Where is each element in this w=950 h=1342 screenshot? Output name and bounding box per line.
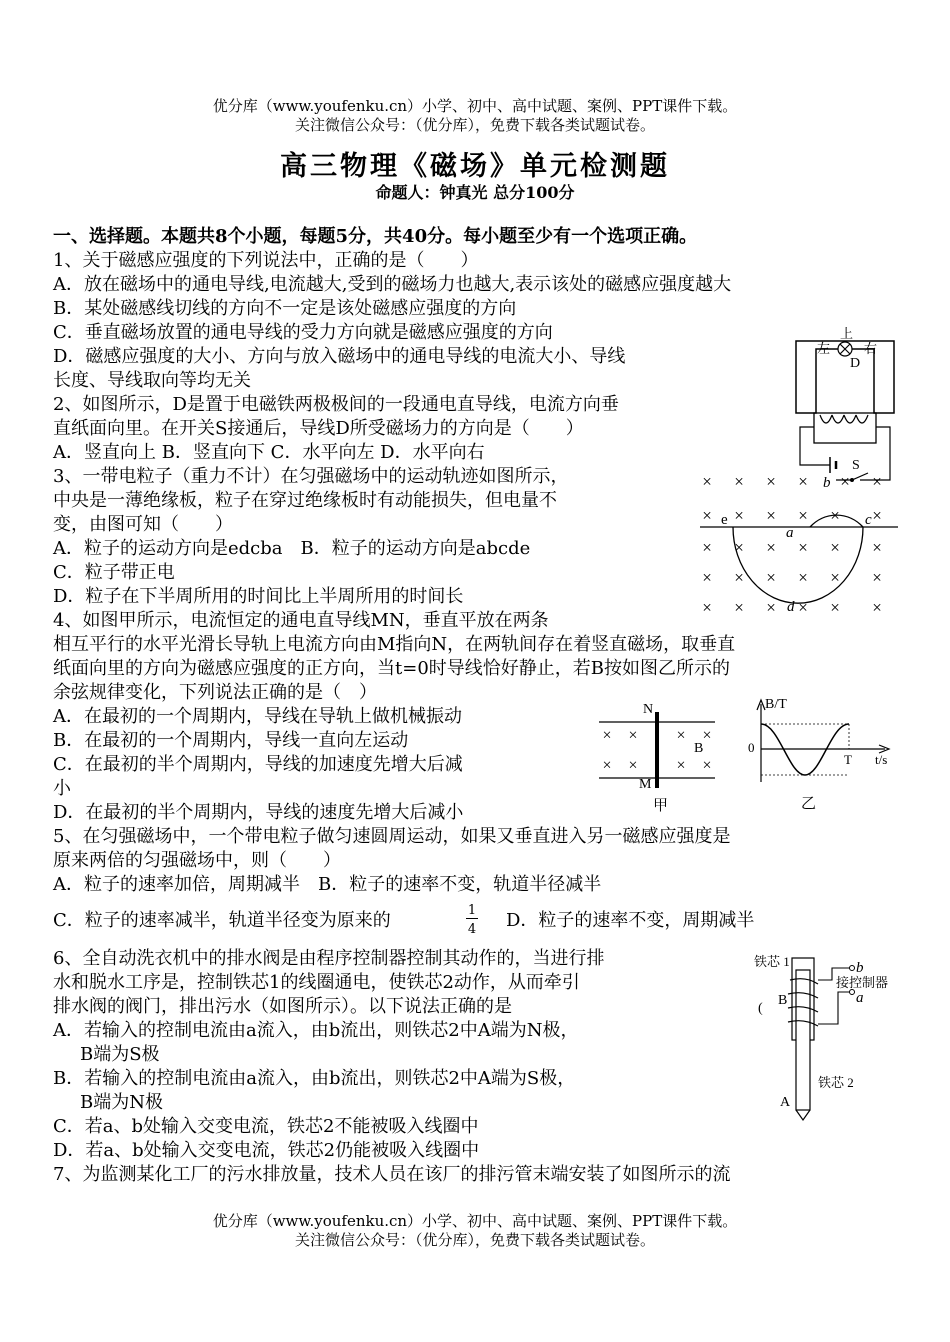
q6-label-core2: 铁芯 2 — [818, 1075, 854, 1090]
q4-stem-cont: 相互平行的水平光滑长导轨上电流方向由M指向N，在两轨间存在着竖直磁场，取垂直 — [53, 634, 736, 655]
figure-q3-trajectory — [695, 470, 900, 620]
q6-label-b: b — [856, 960, 864, 976]
svg-text:×: × — [798, 506, 808, 525]
q3-label-c: c — [865, 512, 872, 528]
figure-q4-graph — [745, 696, 900, 816]
q3-stem: 3、一带电粒子（重力不计）在匀强磁场中的运动轨迹如图所示， — [53, 466, 569, 487]
q6-label-ctrl: 接控制器 — [836, 975, 889, 990]
svg-text:×: × — [830, 598, 840, 617]
svg-text:×: × — [766, 598, 776, 617]
svg-text:×: × — [872, 598, 882, 617]
svg-text:×: × — [734, 568, 744, 587]
q6-option-a-cont: B端为S极 — [80, 1044, 160, 1065]
q6-option-a: A．若输入的控制电流由a流入，由b流出，则铁芯2中A端为N极， — [53, 1020, 579, 1041]
svg-text:×: × — [702, 568, 712, 587]
svg-text:×: × — [830, 538, 840, 557]
q5-option-c: C．粒子的速率减半，轨道半径变为原来的 — [53, 910, 391, 931]
q4-period: T — [844, 752, 852, 767]
footer-line-1: 优分库（www.youfenku.cn）小学、初中、高中试题、案例、PPT课件下载。 — [212, 1212, 738, 1230]
q3-label-e: e — [721, 512, 728, 528]
q4-caption-b: 乙 — [801, 796, 817, 812]
svg-text:×: × — [798, 568, 808, 587]
fraction-denominator: 4 — [467, 922, 477, 937]
svg-text:×: × — [602, 757, 612, 774]
svg-text:×: × — [702, 727, 712, 744]
q3-label-b: b — [823, 475, 831, 491]
q1-option-b: B．某处磁感线切线的方向不一定是该处磁感应强度的方向 — [53, 298, 517, 319]
q6-label-B: B — [778, 993, 788, 1008]
q4-label-b: B — [694, 741, 704, 756]
svg-text:×: × — [628, 727, 638, 744]
footer-line-2: 关注微信公众号：（优分库），免费下载各类试题试卷。 — [294, 1231, 655, 1249]
q2-stem: 2、如图所示，D是置于电磁铁两极极间的一段通电直导线，电流方向垂 — [53, 394, 619, 415]
q2-label-switch: S — [852, 458, 860, 473]
q3-option-c: C．粒子带正电 — [53, 562, 175, 583]
svg-text:×: × — [766, 472, 776, 491]
q3-stem-cont2: 变，由图可知（ ） — [53, 514, 233, 535]
svg-text:×: × — [766, 506, 776, 525]
q4-stem: 4、如图甲所示，电流恒定的通电直导线MN，垂直平放在两条 — [53, 610, 549, 631]
fraction-numerator: 1 — [467, 903, 477, 918]
q2-label-right: 右 — [864, 341, 878, 356]
q4-stem-cont2: 纸面向里的方向为磁感应强度的正方向，当t=0时导线恰好静止，若B按如图乙所示的 — [53, 658, 730, 679]
q4-caption-a: 甲 — [653, 798, 669, 814]
q5-stem-cont: 原来两倍的匀强磁场中，则（ ） — [53, 850, 341, 871]
q5-option-d: D．粒子的速率不变，周期减半 — [506, 910, 755, 931]
header-line-2: 关注微信公众号：（优分库），免费下载各类试题试卷。 — [294, 116, 655, 134]
svg-text:×: × — [676, 727, 686, 744]
svg-text:×: × — [734, 472, 744, 491]
q3-label-d: d — [787, 599, 795, 615]
q6-option-b-cont: B端为N极 — [80, 1092, 163, 1113]
q6-stem: 6、全自动洗衣机中的排水阀是由程序控制器控制其动作的，当进行排 — [53, 948, 605, 969]
q6-stem-cont: 水和脱水工序是，控制铁芯1的线圈通电，使铁芯2动作，从而牵引 — [53, 972, 580, 993]
q2-label-top: 上 — [840, 326, 854, 341]
q4-label-n: N — [643, 702, 654, 717]
svg-text:×: × — [830, 506, 840, 525]
svg-text:×: × — [602, 727, 612, 744]
svg-text:×: × — [872, 506, 882, 525]
svg-text:×: × — [798, 472, 808, 491]
q6-option-c: C．若a、b处输入交变电流，铁芯2不能被吸入线圈中 — [53, 1116, 479, 1137]
figure-q6-solenoid — [752, 950, 902, 1125]
q1-option-c: C．垂直磁场放置的通电导线的受力方向就是磁感应强度的方向 — [53, 322, 553, 343]
svg-text:×: × — [872, 472, 882, 491]
q1-option-a: A．放在磁场中的通电导线,电流越大,受到的磁场力也越大,表示该处的磁感应强度越大 — [53, 274, 732, 295]
section-heading: 一、选择题。本题共8个小题，每题5分，共40分。每小题至少有一个选项正确。 — [53, 226, 698, 247]
q3-option-d: D．粒子在下半周所用的时间比上半周所用的时间长 — [53, 586, 464, 607]
q4-origin: 0 — [748, 740, 755, 755]
q2-options: A．竖直向上 B．竖直向下 C．水平向左 D．水平向右 — [53, 442, 485, 463]
svg-text:×: × — [702, 598, 712, 617]
svg-text:×: × — [872, 568, 882, 587]
q4-option-d: D．在最初的半个周期内，导线的速度先增大后减小 — [53, 802, 464, 823]
q4-option-b: B．在最初的一个周期内，导线一直向左运动 — [53, 730, 409, 751]
q6-stem-cont2: 排水阀的阀门，排出污水（如图所示）。以下说法正确的是 — [53, 996, 512, 1017]
q6-option-b: B．若输入的控制电流由a流入，由b流出，则铁芯2中A端为S极， — [53, 1068, 576, 1089]
q5-stem: 5、在匀强磁场中，一个带电粒子做匀速圆周运动，如果又垂直进入另一磁感应强度是 — [53, 826, 731, 847]
svg-text:×: × — [702, 757, 712, 774]
svg-text:×: × — [766, 568, 776, 587]
svg-text:×: × — [798, 598, 808, 617]
svg-text:×: × — [830, 568, 840, 587]
q3-options-ab: A．粒子的运动方向是edcba B．粒子的运动方向是abcde — [53, 538, 531, 559]
q1-option-d-cont: 长度、导线取向等均无关 — [53, 370, 251, 391]
svg-text:×: × — [840, 472, 850, 491]
q4-stem-cont3: 余弦规律变化，下列说法正确的是（ ） — [53, 682, 377, 703]
q2-label-wire: D — [850, 356, 861, 371]
q1-option-d: D．磁感应强度的大小、方向与放入磁场中的通电导线的电流大小、导线 — [53, 346, 626, 367]
svg-text:×: × — [734, 598, 744, 617]
q6-label-a: a — [856, 990, 864, 1006]
q7-stem: 7、为监测某化工厂的污水排放量，技术人员在该厂的排污管末端安装了如图所示的流 — [53, 1164, 731, 1185]
page-title: 高三物理《磁场》单元检测题 — [280, 151, 670, 182]
svg-text:×: × — [702, 472, 712, 491]
q4-option-c-cont: 小 — [53, 778, 71, 799]
svg-text:×: × — [766, 538, 776, 557]
header-line-1: 优分库（www.youfenku.cn）小学、初中、高中试题、案例、PPT课件下载。 — [212, 97, 738, 115]
svg-text:×: × — [872, 538, 882, 557]
q2-label-left: 左 — [817, 341, 831, 356]
svg-text:×: × — [702, 538, 712, 557]
page-subtitle: 命题人：钟真光 总分100分 — [375, 183, 575, 202]
q6-label-A: A — [780, 1095, 791, 1110]
figure-q4-rails — [595, 698, 720, 818]
svg-text:×: × — [798, 538, 808, 557]
q6-option-d: D．若a、b处输入交变电流，铁芯2仍能被吸入线圈中 — [53, 1140, 480, 1161]
svg-text:×: × — [734, 506, 744, 525]
q6-paren: ( — [758, 1001, 763, 1016]
svg-text:×: × — [734, 538, 744, 557]
svg-text:×: × — [676, 757, 686, 774]
svg-text:×: × — [702, 506, 712, 525]
q2-stem-cont: 直纸面向里。在开关S接通后，导线D所受磁场力的方向是（ ） — [53, 418, 584, 439]
q1-stem: 1、关于磁感应强度的下列说法中，正确的是（ ） — [53, 250, 479, 271]
q3-label-a: a — [786, 525, 794, 541]
q4-axis-t: t/s — [875, 752, 888, 767]
q4-option-c: C．在最初的半个周期内，导线的加速度先增大后减 — [53, 754, 463, 775]
q3-stem-cont: 中央是一薄绝缘板，粒子在穿过绝缘板时有动能损失，但电量不 — [53, 490, 557, 511]
q4-option-a: A．在最初的一个周期内，导线在导轨上做机械振动 — [53, 706, 462, 727]
q4-axis-y: B/T — [765, 697, 787, 712]
q4-label-m: M — [639, 777, 652, 792]
svg-text:×: × — [628, 757, 638, 774]
q5-options-ab: A．粒子的速率加倍，周期减半 B．粒子的速率不变，轨道半径减半 — [53, 874, 602, 895]
q6-label-core1: 铁芯 1 — [754, 954, 790, 969]
